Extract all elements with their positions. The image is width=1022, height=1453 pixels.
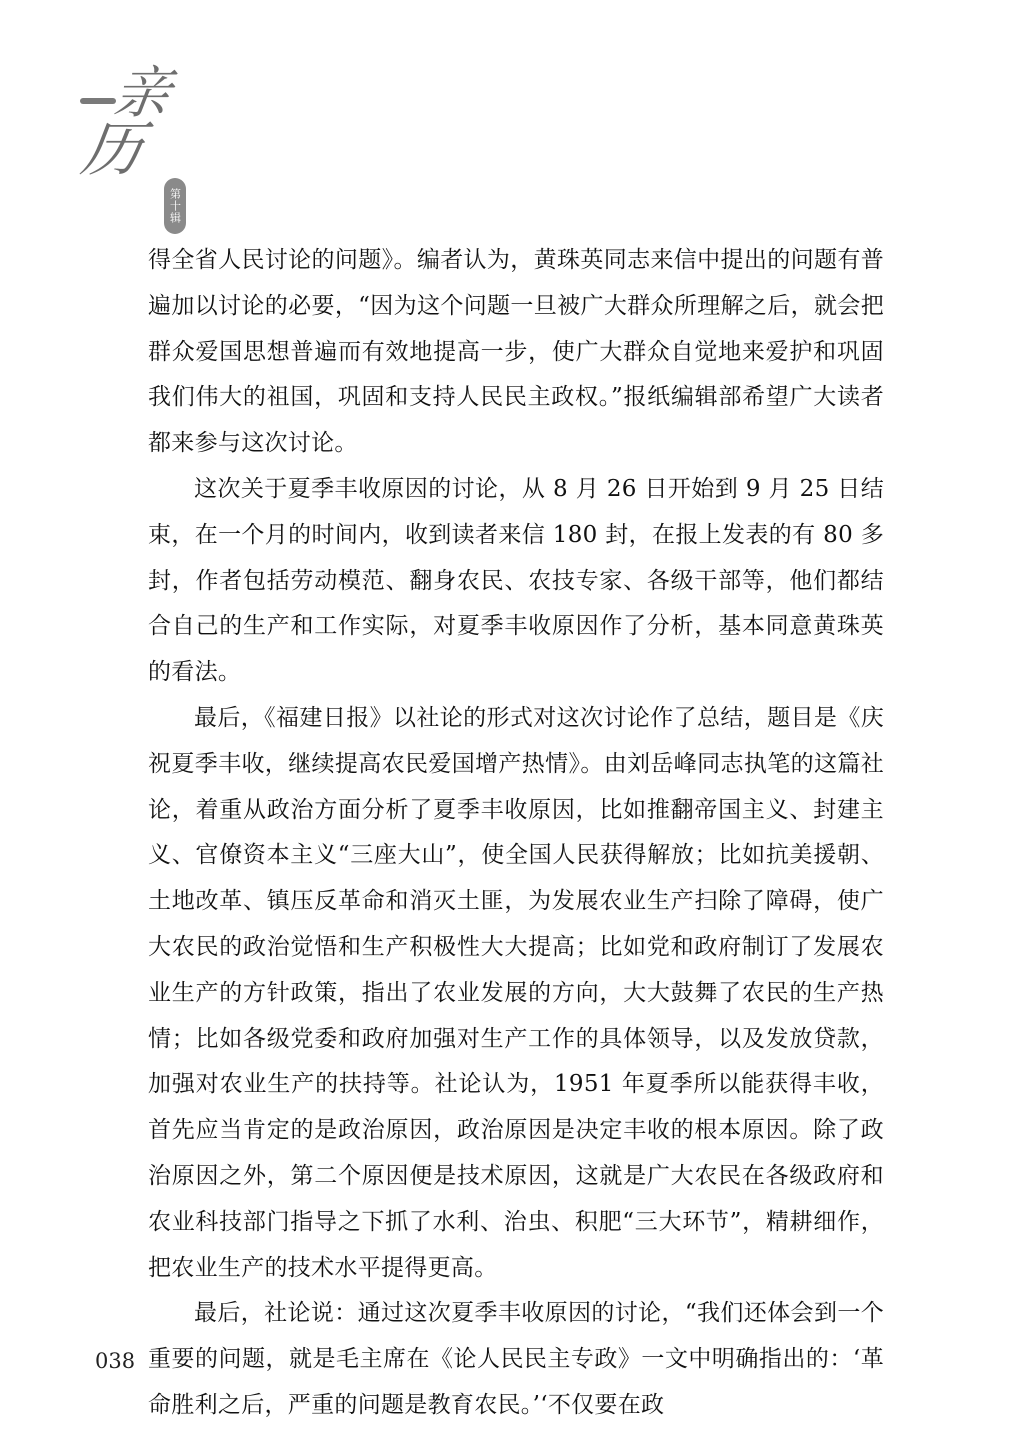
paragraph-4: 最后，社论说：通过这次夏季丰收原因的讨论，“我们还体会到一个重要的问题，就是毛主席在《论人民民主专政》一文中明确指出的：‘革命胜利之后，严重的问题是教育农民。’‘不仅要在政 xyxy=(148,1300,884,1418)
paragraph-2: 这次关于夏季丰收原因的讨论，从 8 月 26 日开始到 9 月 25 日结束，在一个月的时间内，收到读者来信 180 封，在报上发表的有 80 多封，作者包括劳动模范、翻身农民、农技专家、各级干部等，他们都结合自己的生产和工作实际，对夏季丰收原因作了分析，基本同意黄珠英的看法。 xyxy=(148,475,884,686)
article-body xyxy=(148,238,884,1429)
page-number: 038 xyxy=(95,1349,136,1373)
book-series-logo xyxy=(77,60,188,224)
logo-char-li: 历 xyxy=(77,115,147,185)
brush-stroke-icon xyxy=(80,98,116,104)
volume-seal: 第十辑 xyxy=(164,178,186,234)
paragraph-3: 最后，《福建日报》以社论的形式对这次讨论作了总结，题目是《庆祝夏季丰收，继续提高农民爱国增产热情》。由刘岳峰同志执笔的这篇社论，着重从政治方面分析了夏季丰收原因，比如推翻帝国主义、封建主义、官僚资本主义“三座大山”，使全国人民获得解放；比如抗美援朝、土地改革、镇压反革命和消灭土匪，为发展农业生产扫除了障碍，使广大农民的政治觉悟和生产积极性大大提高；比如党和政府制订了发展农业生产的方针政策，指出了农业发展的方向，大大鼓舞了农民的生产热情；比如各级党委和政府加强对生产工作的具体领导，以及发放贷款，加强对农业生产的扶持等。社论认为，1951 年夏季所以能获得丰收，首先应当肯定的是政治原因，政治原因是决定丰收的根本原因。除了政治原因之外，第二个原因便是技术原因，这就是广大农民在各级政府和农业科技部门指导之下抓了水利、治虫、积肥“三大环节”，精耕细作，把农业生产的技术水平提得更高。 xyxy=(148,704,884,1281)
paragraph-1: 得全省人民讨论的问题》。编者认为，黄珠英同志来信中提出的问题有普遍加以讨论的必要，“因为这个问题一旦被广大群众所理解之后，就会把群众爱国思想普遍而有效地提高一步，使广大群众自觉地来爱护和巩固我们伟大的祖国，巩固和支持人民民主政权。”报纸编辑部希望广大读者都来参与这次讨论。 xyxy=(148,247,884,457)
logo-char-qin: 亲 xyxy=(109,61,175,126)
